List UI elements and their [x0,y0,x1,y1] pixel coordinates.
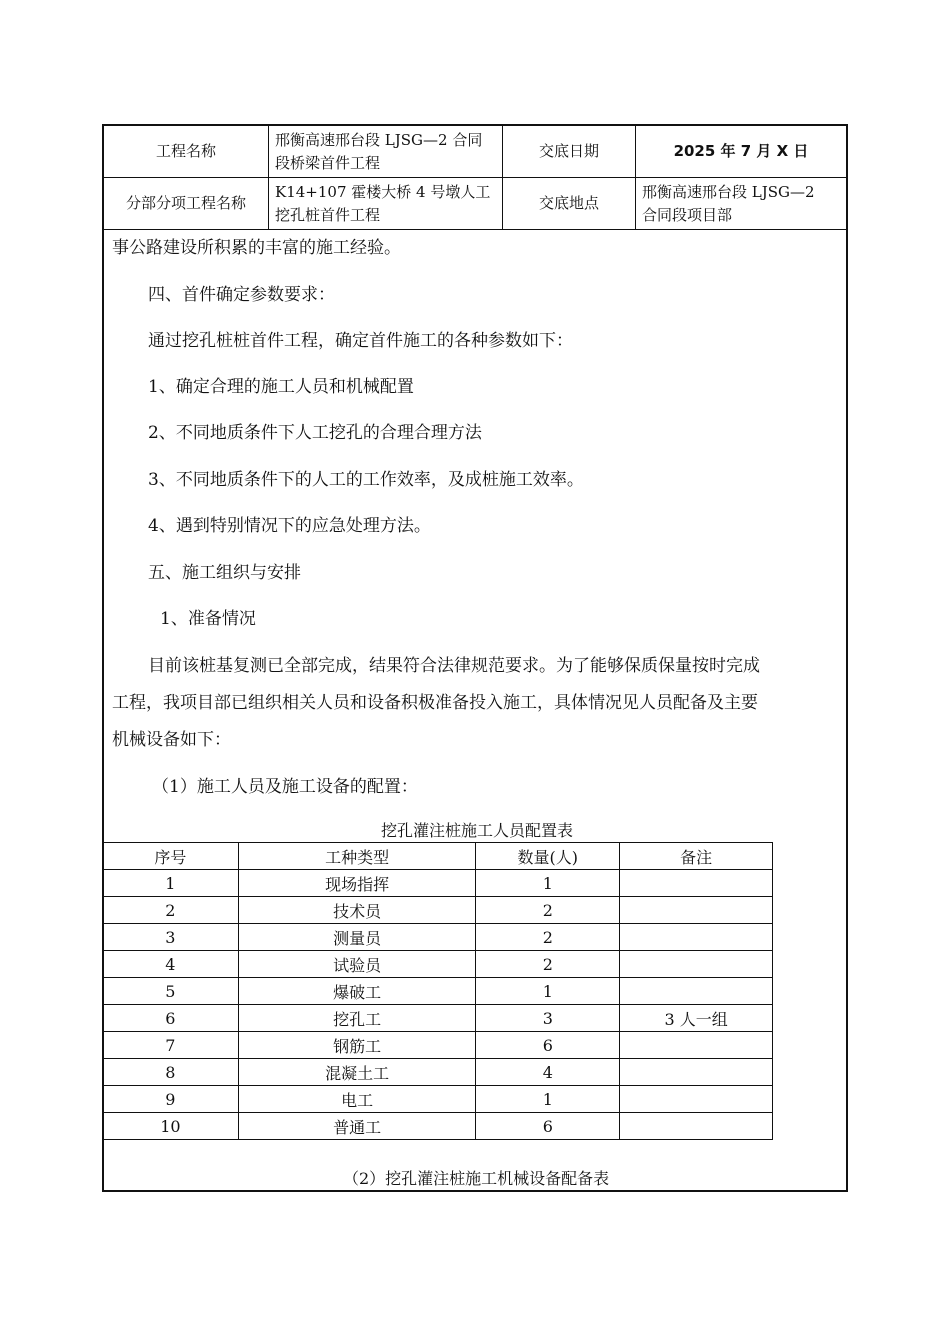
date-value [636,126,846,177]
project-name-line1: 邢衡高速邢台段 LJSG—2 合同 [275,130,483,149]
cell-type: 试验员 [238,951,476,978]
cell-note [620,870,773,897]
body-line-continue: 事公路建设所积累的丰富的施工经验。 [112,238,401,258]
cell-type: 技术员 [238,897,476,924]
cell-note [620,1113,773,1140]
table-row [103,1005,773,1032]
table-row [103,897,773,924]
header-bottom-line [102,229,848,230]
cell-index: 5 [103,978,239,1005]
col-header-note: 备注 [620,843,773,870]
cell-index: 6 [103,1005,239,1032]
cell-note [620,1032,773,1059]
date-label-text: 交底日期 [538,142,599,160]
cell-type: 电工 [238,1086,476,1113]
cell-count: 3 [476,1005,620,1032]
project-name-label [104,126,268,177]
cell-note [620,1059,773,1086]
cell-note: 3 人一组 [620,1005,773,1032]
cell-type: 钢筋工 [238,1032,476,1059]
cell-type: 测量员 [238,924,476,951]
project-name-line2: 段桥梁首件工程 [275,153,381,172]
location-line2: 合同段项目部 [642,205,733,224]
col-header-count: 数量(人) [476,843,620,870]
location-value [636,178,846,229]
location-line1: 邢衡高速邢台段 LJSG—2 [642,182,815,201]
table-row [103,978,773,1005]
cell-note [620,897,773,924]
date-value-text: 2025 年 7 月 X 日 [673,142,809,160]
table-row [103,951,773,978]
cell-note [620,978,773,1005]
cell-index: 10 [103,1113,239,1140]
param-item-4: 4、遇到特别情况下的应急处理方法。 [148,516,431,536]
cell-count: 6 [476,1032,620,1059]
sub-project-line1: K14+107 霍楼大桥 4 号墩人工 [275,182,491,201]
equipment-table-title: （2）挖孔灌注桩施工机械设备配备表 [343,1169,610,1188]
section4-title: 四、首件确定参数要求： [148,285,335,305]
cell-count: 2 [476,897,620,924]
cell-type: 普通工 [238,1113,476,1140]
table-row [103,1113,773,1140]
section4-intro: 通过挖孔桩桩首件工程，确定首件施工的各种参数如下： [148,331,573,351]
table-header-row [103,843,773,870]
section5-title: 五、施工组织与安排 [148,563,301,583]
cell-count: 6 [476,1113,620,1140]
cell-note [620,924,773,951]
param-item-2: 2、不同地质条件下人工挖孔的合理合理方法 [148,423,482,443]
sub-project-label-text: 分部分项工程名称 [125,194,246,212]
subsection1-title: 1、准备情况 [160,609,256,629]
cell-index: 3 [103,924,239,951]
date-label [503,126,635,177]
cell-index: 2 [103,897,239,924]
table-row [103,924,773,951]
sub-project-label [104,178,268,229]
sub-project-line2: 挖孔桩首件工程 [275,205,381,224]
prep-paragraph-line2: 工程，我项目部已组织相关人员和设备积极准备投入施工，具体情况见人员配备及主要 [112,693,758,713]
cell-index: 8 [103,1059,239,1086]
cell-index: 9 [103,1086,239,1113]
param-item-3: 3、不同地质条件下的人工的工作效率，及成桩施工效率。 [148,470,584,490]
cell-type: 挖孔工 [238,1005,476,1032]
cell-count: 4 [476,1059,620,1086]
cell-count: 1 [476,1086,620,1113]
location-label [503,178,635,229]
project-name-value [269,126,502,177]
staff-config-table [102,842,773,1140]
cell-index: 4 [103,951,239,978]
cell-count: 1 [476,870,620,897]
cell-type: 混凝土工 [238,1059,476,1086]
col-header-index: 序号 [103,843,239,870]
subsection1-1-title: （1）施工人员及施工设备的配置： [152,777,418,797]
prep-paragraph-line1: 目前该桩基复测已全部完成，结果符合法律规范要求。为了能够保质保量按时完成 [148,656,760,676]
cell-count: 2 [476,951,620,978]
project-name-label-text: 工程名称 [155,142,216,160]
param-item-1: 1、确定合理的施工人员和机械配置 [148,377,414,397]
cell-type: 爆破工 [238,978,476,1005]
table-row [103,1032,773,1059]
table-row [103,870,773,897]
staff-table-title: 挖孔灌注桩施工人员配置表 [381,821,574,840]
cell-index: 1 [103,870,239,897]
location-label-text: 交底地点 [538,194,599,212]
cell-count: 1 [476,978,620,1005]
cell-note [620,951,773,978]
table-row [103,1086,773,1113]
sub-project-value [269,178,502,229]
table-row [103,1059,773,1086]
prep-paragraph-line3: 机械设备如下： [112,730,231,750]
cell-note [620,1086,773,1113]
cell-type: 现场指挥 [238,870,476,897]
cell-index: 7 [103,1032,239,1059]
cell-count: 2 [476,924,620,951]
col-header-type: 工种类型 [238,843,476,870]
